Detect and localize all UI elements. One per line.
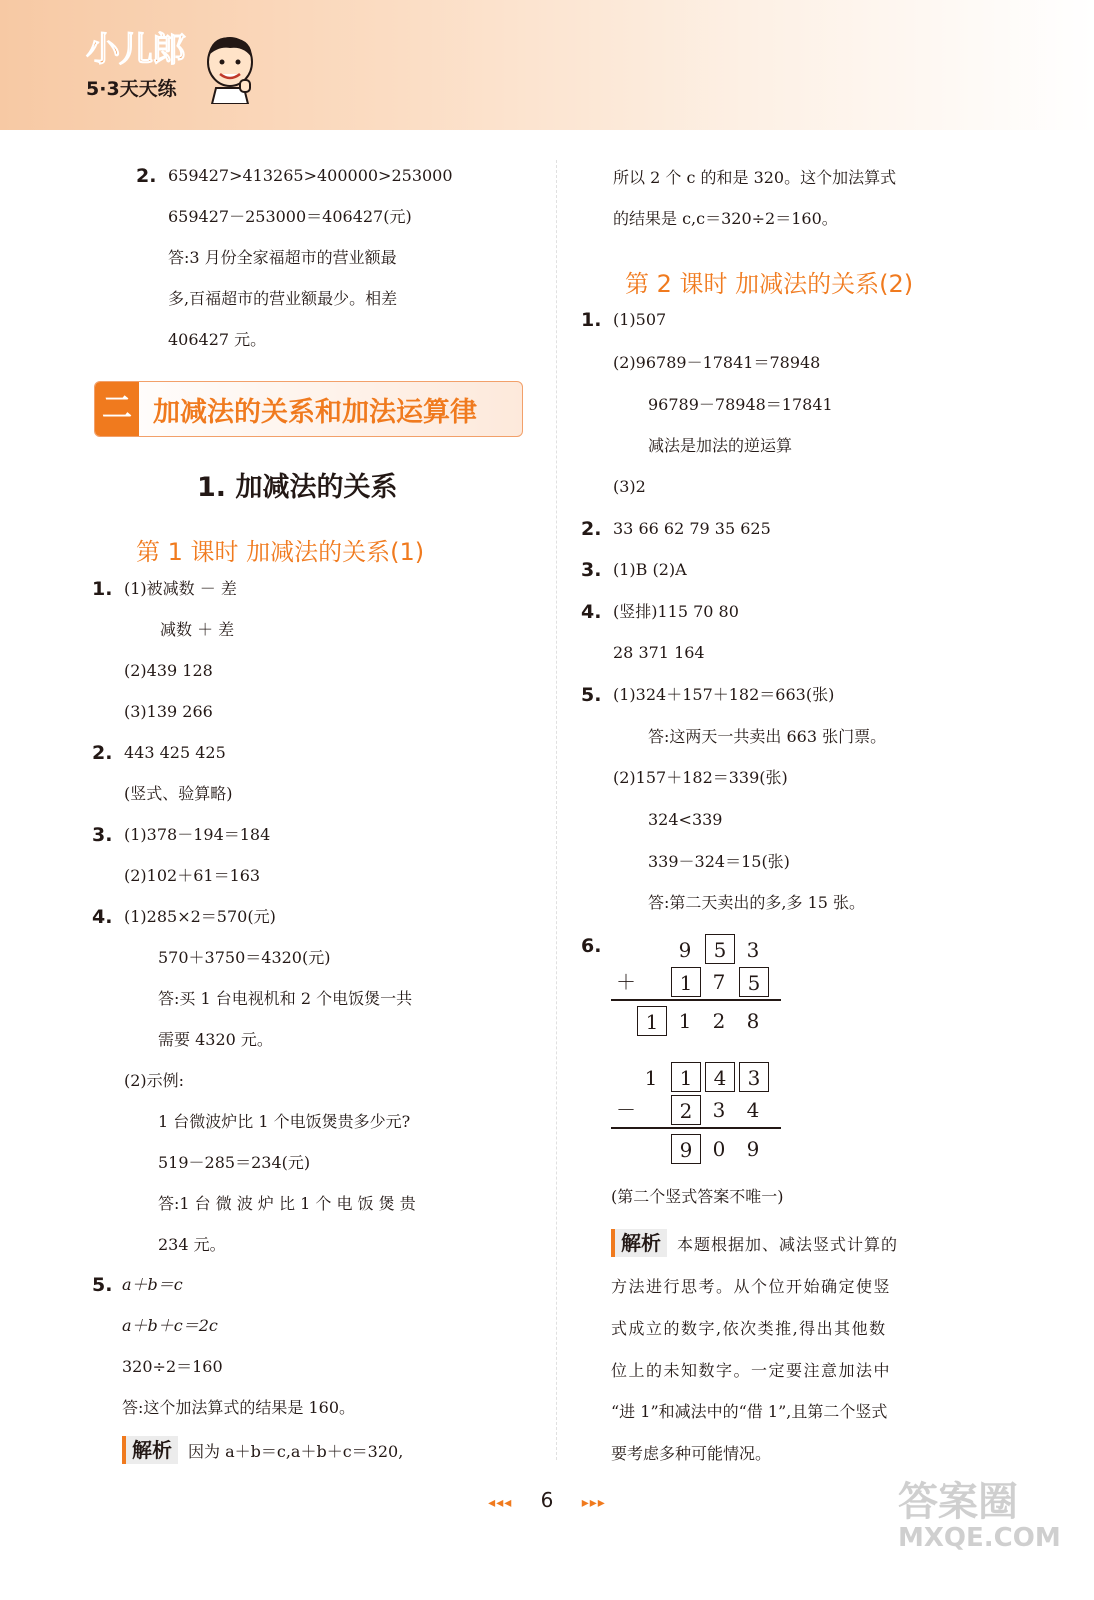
text-line: 的结果是 c,c＝320÷2＝160。: [613, 209, 838, 228]
digit: 4: [746, 1098, 760, 1122]
arrows-left-icon: ◂◂◂: [488, 1495, 513, 1511]
section-banner: [94, 381, 523, 437]
digit-box: 5: [705, 934, 735, 964]
digit: 7: [712, 970, 726, 994]
text-line: (3)139 266: [124, 702, 213, 721]
text-line: (竖排)115 70 80: [613, 602, 739, 621]
lesson-title: 第 2 课时 加减法的关系(2): [625, 270, 914, 298]
text-line: (2)439 128: [124, 661, 213, 680]
text-line: 96789－78948＝17841: [648, 395, 833, 414]
digit: 3: [712, 1098, 726, 1122]
text-line: 1 台微波炉比 1 个电饭煲贵多少元?: [158, 1112, 411, 1131]
text-line: 多,百福超市的营业额最少。相差: [168, 289, 398, 308]
text-line: (2)示例:: [124, 1071, 185, 1090]
lesson-title: 第 1 课时 加减法的关系(1): [136, 538, 425, 566]
analysis-line: [611, 1229, 898, 1259]
digit-box: 1: [637, 1006, 667, 1036]
text-line: 443 425 425: [124, 743, 226, 762]
text-line: a＋b＋c＝2c: [122, 1316, 218, 1335]
text-line: 答:买 1 台电视机和 2 个电饭煲一共: [158, 989, 413, 1008]
analysis-text: 方法进行思考。从个位开始确定使竖: [611, 1277, 892, 1296]
question-number: 5.: [581, 684, 602, 706]
sum-line: [611, 999, 781, 1001]
text-line: 减法是加法的逆运算: [648, 436, 793, 455]
analysis-line: [122, 1436, 403, 1466]
difference-line: [611, 1127, 781, 1129]
watermark-title: 答案圈: [898, 1479, 1018, 1525]
unit-title: 1. 加减法的关系: [197, 472, 398, 503]
digit-box: 3: [739, 1062, 769, 1092]
text-line: (1)被减数 － 差: [124, 579, 237, 598]
digit: 9: [678, 938, 692, 962]
minus-sign: －: [616, 1098, 636, 1122]
analysis-text: 本题根据加、减法竖式计算的: [677, 1235, 899, 1254]
analysis-text: 因为 a＋b＝c,a＋b＋c＝320,: [188, 1442, 404, 1461]
text-line: 320÷2＝160: [122, 1357, 223, 1376]
question-number: 4.: [581, 601, 602, 623]
column-divider: [556, 160, 557, 1460]
question-number: 2.: [92, 742, 113, 764]
digit-box: 1: [671, 1062, 701, 1092]
text-line: 减数 ＋ 差: [160, 620, 235, 639]
analysis-tag: 解析: [611, 1229, 667, 1257]
digit: 9: [746, 1137, 760, 1161]
text-line: (1)507: [613, 310, 667, 329]
digit-box: 4: [705, 1062, 735, 1092]
text-line: 需要 4320 元。: [158, 1030, 273, 1049]
text-line: 28 371 164: [613, 643, 705, 662]
text-line: 406427 元。: [168, 330, 267, 349]
digit: 8: [746, 1009, 760, 1033]
text-line: 234 元。: [158, 1235, 226, 1254]
digit: 3: [746, 938, 760, 962]
mascot-icon: [200, 32, 260, 104]
question-number: 6.: [581, 935, 602, 957]
text-line: 324<339: [648, 810, 723, 829]
logo-subtitle: 5·3天天练: [86, 78, 177, 100]
digit: 1: [678, 1009, 692, 1033]
text-line: 答:第二天卖出的多,多 15 张。: [648, 893, 866, 912]
text-line: 339－324＝15(张): [648, 852, 790, 871]
text-line: a＋b＝c: [122, 1275, 183, 1294]
watermark: [898, 1480, 1061, 1552]
analysis-text: “进 1”和减法中的“借 1”,且第二个竖式: [611, 1402, 888, 1421]
arrows-right-icon: ▸▸▸: [581, 1495, 606, 1511]
digit: 0: [712, 1137, 726, 1161]
analysis-tag: 解析: [122, 1436, 178, 1464]
text-line: 570＋3750＝4320(元): [158, 948, 331, 967]
text-line: 答:1 台 微 波 炉 比 1 个 电 饭 煲 贵: [158, 1194, 416, 1213]
logo-title: 小儿郎: [86, 30, 185, 70]
question-number: 1.: [581, 309, 602, 331]
text-line: (竖式、验算略): [124, 784, 233, 803]
question-number: 3.: [581, 559, 602, 581]
question-number: 2.: [136, 165, 157, 187]
text-line: (1)285×2＝570(元): [124, 907, 276, 926]
plus-sign: ＋: [616, 970, 636, 994]
text-line: (1)324＋157＋182＝663(张): [613, 685, 835, 704]
text-line: 33 66 62 79 35 625: [613, 519, 771, 538]
text-line: 答:这两天一共卖出 663 张门票。: [648, 727, 887, 746]
analysis-text: 位上的未知数字。一定要注意加法中: [611, 1361, 892, 1380]
question-number: 5.: [92, 1274, 113, 1296]
question-number: 4.: [92, 906, 113, 928]
text-line: 659427>413265>400000>253000: [168, 166, 453, 185]
analysis-text: 要考虑多种可能情况。: [611, 1444, 772, 1463]
text-line: 答:3 月份全家福超市的营业额最: [168, 248, 397, 267]
text-line: (2)96789－17841＝78948: [613, 353, 821, 372]
text-line: (第二个竖式答案不唯一): [611, 1187, 784, 1206]
section-number: 二: [95, 382, 139, 436]
watermark-url: MXQE.COM: [898, 1523, 1061, 1553]
text-line: 519－285＝234(元): [158, 1153, 311, 1172]
text-line: (1)B (2)A: [613, 560, 687, 579]
page-number: 6: [540, 1488, 554, 1512]
question-number: 1.: [92, 578, 113, 600]
text-line: (3)2: [613, 477, 646, 496]
question-number: 2.: [581, 518, 602, 540]
text-line: (1)378－194＝184: [124, 825, 271, 844]
digit-box: 2: [671, 1095, 701, 1125]
text-line: 答:这个加法算式的结果是 160。: [122, 1398, 356, 1417]
digit: 1: [644, 1066, 658, 1090]
text-line: 所以 2 个 c 的和是 320。这个加法算式: [613, 168, 897, 187]
brand-logo: [86, 30, 185, 101]
digit: 2: [712, 1009, 726, 1033]
section-title: 加减法的关系和加法运算律: [153, 397, 477, 428]
question-number: 3.: [92, 824, 113, 846]
digit-box: 9: [671, 1134, 701, 1164]
text-line: (2)102＋61＝163: [124, 866, 261, 885]
digit-box: 1: [671, 967, 701, 997]
text-line: (2)157＋182＝339(张): [613, 768, 788, 787]
text-line: 659427－253000＝406427(元): [168, 207, 412, 226]
digit-box: 5: [739, 967, 769, 997]
analysis-text: 式成立的数字,依次类推,得出其他数: [611, 1319, 887, 1338]
